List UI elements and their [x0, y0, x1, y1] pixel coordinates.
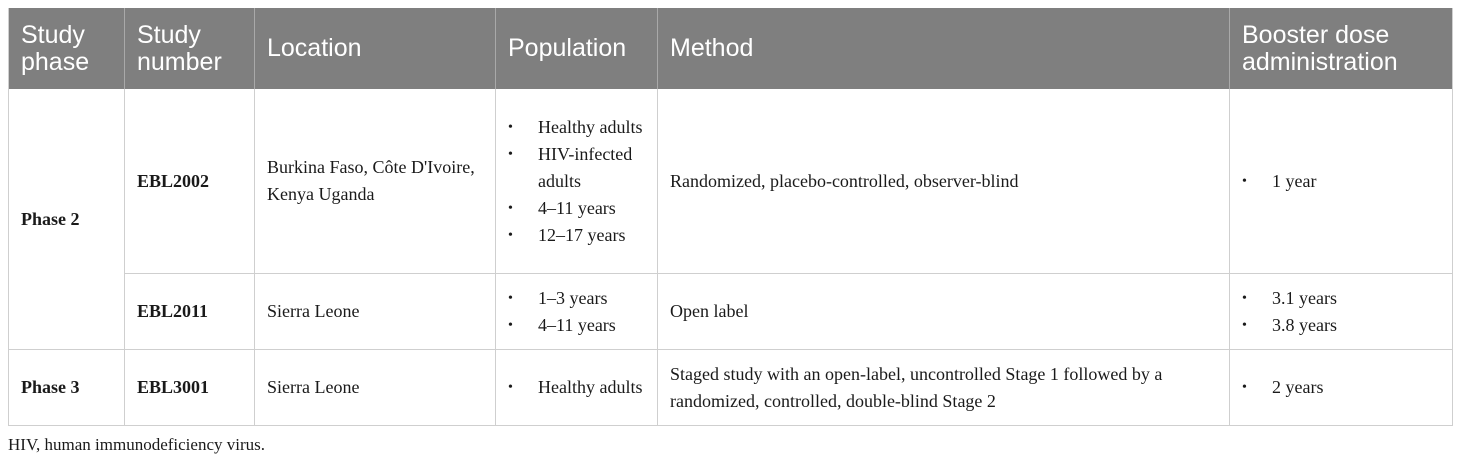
study-table	[8, 8, 1453, 426]
population-item: • 12–17 years	[508, 222, 645, 249]
population-list	[508, 374, 645, 401]
booster-list	[1242, 374, 1440, 401]
header-method: Method	[658, 8, 1230, 89]
table-header-row	[9, 8, 1453, 89]
header-booster-dose: Booster dose administration	[1230, 8, 1453, 89]
population-cell	[496, 274, 658, 350]
population-list	[508, 285, 645, 339]
population-item: • 4–11 years	[508, 312, 645, 339]
method-cell: Open label	[658, 274, 1230, 350]
header-population: Population	[496, 8, 658, 89]
booster-cell	[1230, 274, 1453, 350]
method-cell: Staged study with an open-label, uncontrolled Stage 1 followed by a randomized, controlled, double-blind Stage 2	[658, 350, 1230, 426]
study-number-cell: EBL2011	[125, 274, 255, 350]
phase-cell: Phase 3	[9, 350, 125, 426]
phase-cell: Phase 2	[9, 89, 125, 350]
study-table-container	[8, 8, 1452, 426]
population-item: • Healthy adults	[508, 374, 645, 401]
booster-cell	[1230, 89, 1453, 274]
booster-cell	[1230, 350, 1453, 426]
location-cell: Burkina Faso, Côte D'Ivoire, Kenya Uganda	[255, 89, 496, 274]
study-number-cell: EBL2002	[125, 89, 255, 274]
booster-item: • 3.8 years	[1242, 312, 1440, 339]
booster-item: • 2 years	[1242, 374, 1440, 401]
population-item: • Healthy adults	[508, 114, 645, 141]
table-row	[9, 89, 1453, 274]
population-item: • HIV-infected adults	[508, 141, 645, 195]
table-row	[9, 350, 1453, 426]
population-cell	[496, 89, 658, 274]
table-footnote: HIV, human immunodeficiency virus.	[8, 435, 266, 454]
booster-list	[1242, 285, 1440, 339]
study-number-cell: EBL3001	[125, 350, 255, 426]
population-list	[508, 114, 645, 249]
method-cell: Randomized, placebo-controlled, observer-blind	[658, 89, 1230, 274]
location-cell: Sierra Leone	[255, 274, 496, 350]
population-item: • 4–11 years	[508, 195, 645, 222]
population-cell	[496, 350, 658, 426]
header-location: Location	[255, 8, 496, 89]
header-study-number: Study number	[125, 8, 255, 89]
booster-item: • 1 year	[1242, 168, 1440, 195]
population-item: • 1–3 years	[508, 285, 645, 312]
booster-item: • 3.1 years	[1242, 285, 1440, 312]
table-row	[9, 274, 1453, 350]
booster-list	[1242, 168, 1440, 195]
location-cell: Sierra Leone	[255, 350, 496, 426]
header-study-phase: Study phase	[9, 8, 125, 89]
